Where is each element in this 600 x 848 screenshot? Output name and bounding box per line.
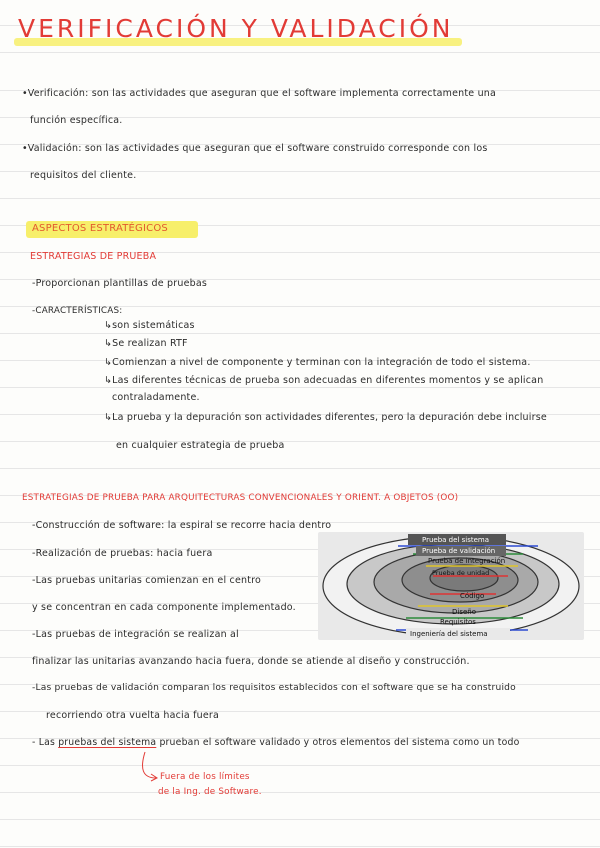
arch-line: y se concentran en cada componente implementado. — [32, 602, 296, 613]
strategy-line: ↳son sistemáticas — [104, 320, 195, 331]
strategy-line: contraladamente. — [112, 392, 200, 403]
arch-line: recorriendo otra vuelta hacia fuera — [46, 710, 220, 721]
sub-heading-2: ESTRATEGIAS DE PRUEBA PARA ARQUITECTURAS CONVENCIONALES Y ORIENT. A OBJETOS (OO) — [22, 493, 459, 503]
diagram-label: Diseño — [452, 608, 477, 616]
definition-line: requisitos del cliente. — [30, 170, 137, 181]
definition-line: •Verificación: son las actividades que aseguran que el software implementa correctamente una — [22, 88, 497, 99]
underlined-term: pruebas del sistema — [58, 737, 157, 748]
diagram-label: Ingeniería del sistema — [410, 630, 488, 638]
strategy-line: -Proporcionan plantillas de pruebas — [32, 278, 208, 289]
page-title: VERIFICACIÓN Y VALIDACIÓN — [18, 14, 454, 43]
strategy-line: ↳Las diferentes técnicas de prueba son adecuadas en diferentes momentos y se aplican — [104, 375, 544, 386]
arch-line: -Las pruebas de validación comparan los requisitos establecidos con el software que se ha construido — [32, 683, 516, 693]
sub-heading: ESTRATEGIAS DE PRUEBA — [30, 251, 157, 262]
diagram-label: Prueba de integración — [428, 557, 506, 565]
definition-line: función específica. — [30, 115, 123, 126]
diagram-label: Requisitos — [440, 618, 476, 626]
diagram-label: Código — [460, 592, 485, 600]
spiral-diagram — [318, 532, 584, 640]
line-prefix: - Las — [32, 737, 56, 748]
definition-line: •Validación: son las actividades que aseguran que el software construido corresponde con los — [22, 143, 488, 154]
line-suffix: otros elementos del sistema como un todo — [312, 737, 520, 748]
diagram-label: Prueba de unidad — [432, 569, 490, 577]
diagram-label: Prueba de validación — [422, 547, 496, 555]
strategy-line: -CARACTERÍSTICAS: — [32, 306, 123, 316]
section-heading: ASPECTOS ESTRATÉGICOS — [32, 223, 168, 234]
arch-line: -Las pruebas de integración se realizan al — [32, 629, 239, 640]
strategy-line: ↳Se realizan RTF — [104, 338, 188, 349]
line-middle: prueban el software validado y — [159, 737, 310, 748]
spiral-svg — [318, 532, 584, 640]
arch-line: finalizar las unitarias avanzando hacia fuera, donde se atiende al diseño y construcción. — [32, 656, 470, 667]
diagram-label: Prueba del sistema — [422, 536, 489, 544]
strategy-line: en cualquier estrategia de prueba — [116, 440, 285, 451]
strategy-line: ↳La prueba y la depuración son actividades diferentes, pero la depuración debe incluirse — [104, 412, 547, 423]
arch-line: -Las pruebas unitarias comienzan en el centro — [32, 575, 262, 586]
arch-line: -Realización de pruebas: hacia fuera — [32, 548, 213, 559]
arch-line: -Construcción de software: la espiral se recorre hacia dentro — [32, 520, 332, 531]
annotation-line: de la Ing. de Software. — [158, 787, 262, 797]
annotation-line: Fuera de los límites — [160, 772, 250, 782]
strategy-line: ↳Comienzan a nivel de componente y terminan con la integración de todo el sistema. — [104, 357, 531, 368]
